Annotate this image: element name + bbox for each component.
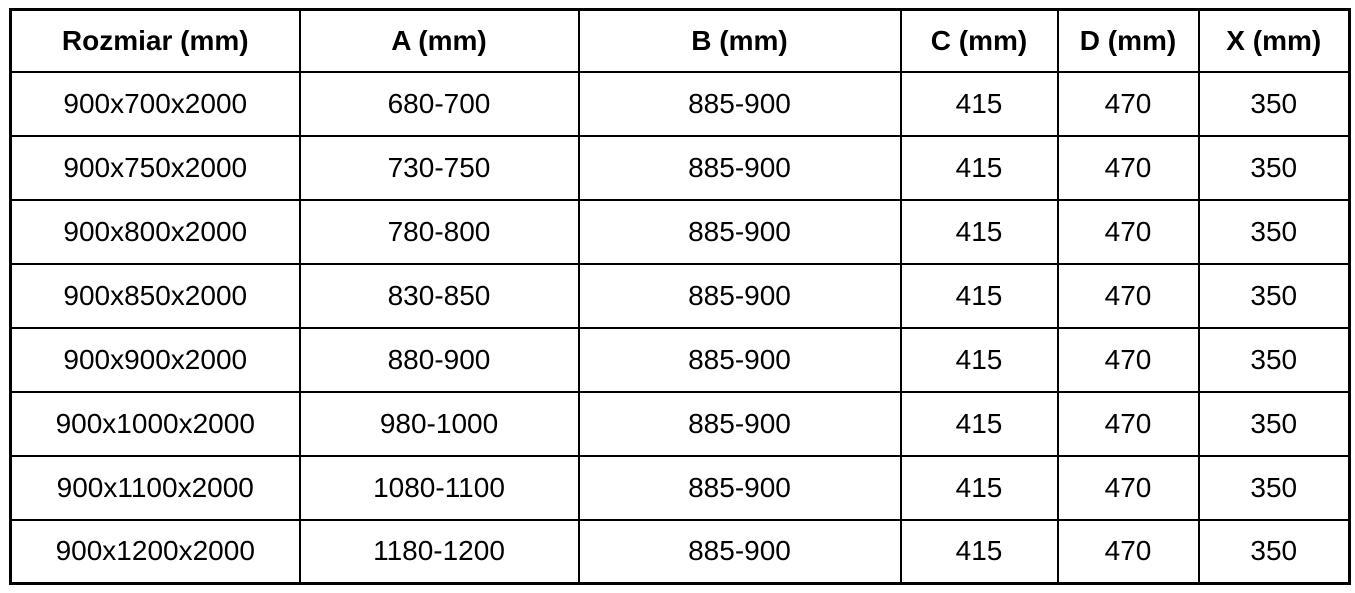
table-cell: 885-900 [579,520,901,584]
table-cell: 885-900 [579,200,901,264]
table-cell: 415 [901,264,1058,328]
table-body [11,72,1350,584]
table-cell: 415 [901,456,1058,520]
table-cell: 885-900 [579,456,901,520]
table-row [11,328,1350,392]
table-cell: 470 [1058,456,1199,520]
table-cell: 900x1100x2000 [11,456,300,520]
table-cell: 415 [901,136,1058,200]
table-cell: 415 [901,72,1058,136]
table-cell: 350 [1199,328,1350,392]
table-cell: 350 [1199,392,1350,456]
table-cell: 880-900 [300,328,579,392]
table-cell: 350 [1199,136,1350,200]
table-cell: 830-850 [300,264,579,328]
table-cell: 470 [1058,136,1199,200]
table-row [11,72,1350,136]
table-cell: 470 [1058,264,1199,328]
table-row [11,264,1350,328]
table-cell: 1080-1100 [300,456,579,520]
table-cell: 350 [1199,264,1350,328]
table-cell: 900x1200x2000 [11,520,300,584]
table-cell: 470 [1058,72,1199,136]
table-cell: 350 [1199,200,1350,264]
size-table [9,8,1351,585]
table-cell: 415 [901,200,1058,264]
table-row [11,392,1350,456]
table-cell: 980-1000 [300,392,579,456]
column-header: B (mm) [579,10,901,72]
table-cell: 470 [1058,328,1199,392]
table-row [11,136,1350,200]
table-cell: 885-900 [579,392,901,456]
table-cell: 900x700x2000 [11,72,300,136]
column-header: D (mm) [1058,10,1199,72]
table-header [11,10,1350,72]
table-cell: 470 [1058,392,1199,456]
table-cell: 885-900 [579,72,901,136]
table-cell: 885-900 [579,328,901,392]
column-header: X (mm) [1199,10,1350,72]
table-cell: 900x900x2000 [11,328,300,392]
table-cell: 415 [901,392,1058,456]
table-cell: 900x850x2000 [11,264,300,328]
table-row [11,200,1350,264]
table-cell: 470 [1058,520,1199,584]
table-cell: 885-900 [579,264,901,328]
column-header: A (mm) [300,10,579,72]
column-header: Rozmiar (mm) [11,10,300,72]
table-cell: 900x1000x2000 [11,392,300,456]
table-row [11,520,1350,584]
table-cell: 350 [1199,72,1350,136]
table-cell: 680-700 [300,72,579,136]
table-cell: 730-750 [300,136,579,200]
table-cell: 900x800x2000 [11,200,300,264]
table-row [11,456,1350,520]
column-header: C (mm) [901,10,1058,72]
table-cell: 900x750x2000 [11,136,300,200]
table-cell: 885-900 [579,136,901,200]
table-cell: 1180-1200 [300,520,579,584]
table-cell: 350 [1199,520,1350,584]
header-row [11,10,1350,72]
table-cell: 415 [901,520,1058,584]
table-cell: 350 [1199,456,1350,520]
table-cell: 415 [901,328,1058,392]
table-cell: 470 [1058,200,1199,264]
table-cell: 780-800 [300,200,579,264]
